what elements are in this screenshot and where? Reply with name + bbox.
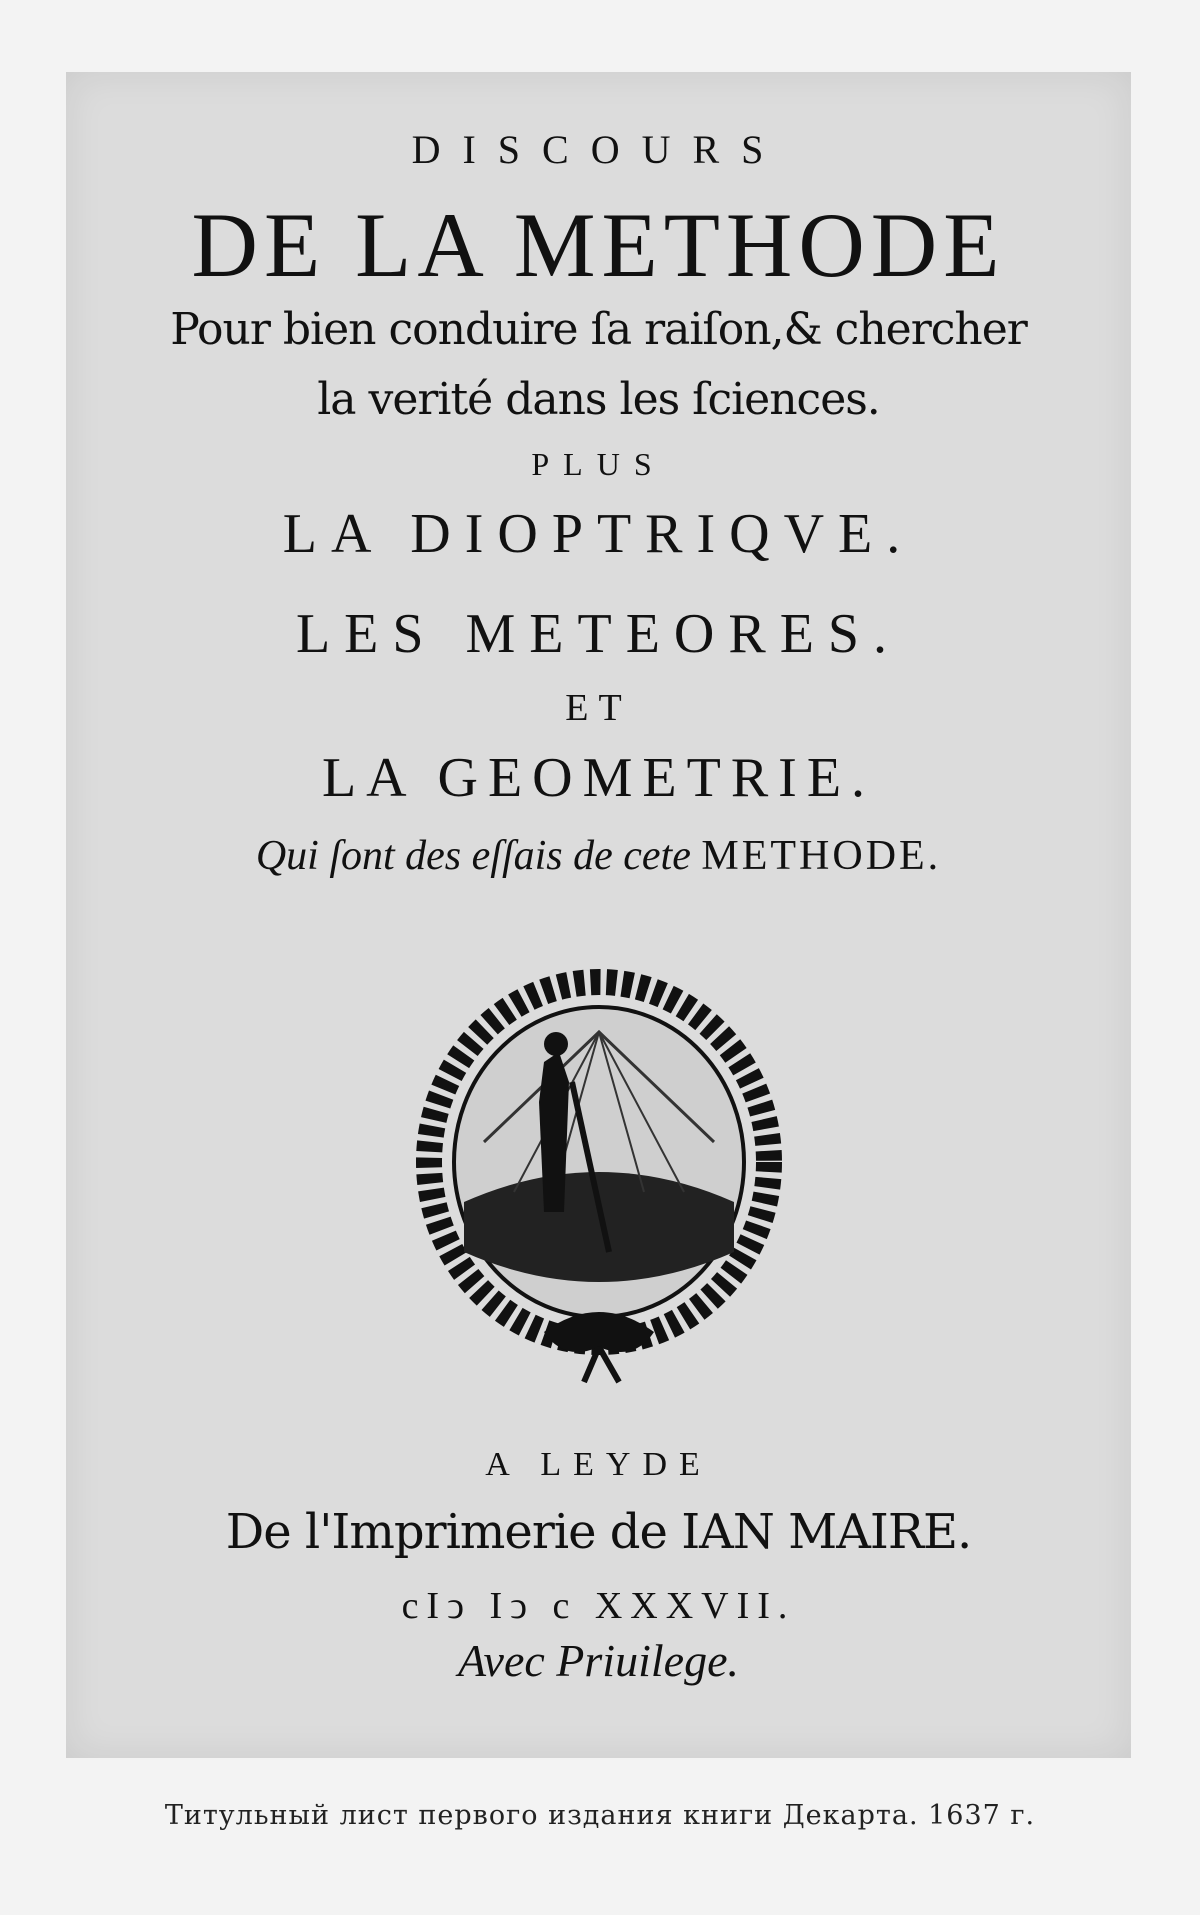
subtitle-line-2: la verité dans les ſciences. (317, 374, 880, 425)
geometrie-title: LA GEOMETRIE. (321, 747, 876, 809)
essais-methode-text: METHODE. (701, 833, 942, 879)
place-a-leyde: A LEYDE (485, 1446, 712, 1483)
page-caption: Титульный лист первого издания книги Декарта. 1637 г. (164, 1800, 1036, 1831)
year-roman: cIↄ Iↄ c XXXVII. (401, 1585, 796, 1627)
privilege-line: Avec Priuilege. (458, 1635, 739, 1686)
title-de-la-methode: DE LA METHODE (191, 194, 1006, 296)
meteores-title: LES METEORES. (295, 603, 902, 665)
title-page-plate (66, 72, 1131, 1758)
essais-italic-text: Qui ſont des eſſais de cete (255, 833, 691, 879)
title-discours: DISCOURS (411, 127, 786, 172)
subtitle-line-1: Pour bien conduire ſa raiſon,& chercher (170, 304, 1027, 355)
essais-line (66, 832, 1131, 880)
printer-line: De l'Imprimerie de IAN MAIRE. (225, 1504, 972, 1560)
printer-mark-wreath-icon (394, 952, 814, 1392)
plus-label: PLUS (531, 446, 666, 482)
dioptrique-title: LA DIOPTRIQVE. (282, 503, 915, 565)
et-label: ET (565, 687, 632, 729)
